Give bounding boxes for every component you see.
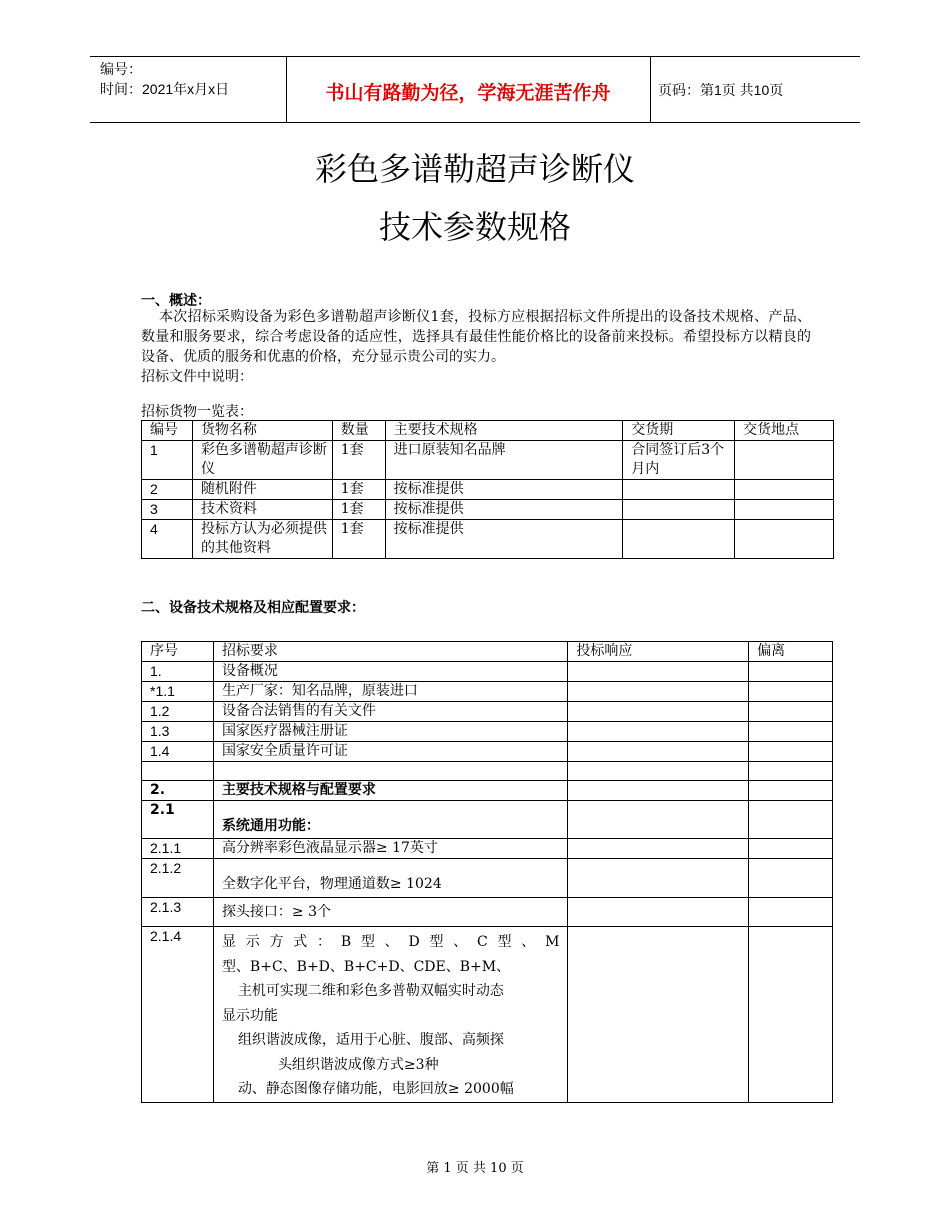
spec-cell-response (568, 702, 749, 722)
spec-cell-req: 探头接口：≥ 3个 (213, 898, 567, 927)
table-row (142, 762, 833, 781)
spec-header-cell: 偏离 (749, 642, 833, 662)
table-row (142, 441, 834, 480)
spec-cell-no: 1.2 (142, 702, 214, 722)
spec-cell-response (568, 682, 749, 702)
table-row (142, 500, 834, 520)
spec-cell-no: 1. (142, 662, 214, 682)
spec-cell-req: 设备合法销售的有关文件 (213, 702, 567, 722)
table-row (142, 742, 833, 762)
spec-cell-no: 2.1.1 (142, 839, 214, 859)
spec-cell-response (568, 839, 749, 859)
goods-header-cell: 货物名称 (192, 421, 332, 441)
req-line: 动、静态图像存储功能，电影回放≥ 2000幅 (237, 1081, 514, 1097)
spec-cell-req: 设备概况 (213, 662, 567, 682)
document-title-line1: 彩色多谱勒超声诊断仪 (314, 150, 635, 188)
spec-cell-no: *1.1 (142, 682, 214, 702)
spec-cell-req (213, 762, 567, 781)
spec-cell-deviation (749, 781, 833, 801)
spec-cell-response (568, 662, 749, 682)
spec-cell-response (568, 898, 749, 927)
spec-cell-deviation (749, 762, 833, 781)
goods-header-cell: 交货期 (623, 421, 735, 441)
goods-cell-qty: 1套 (332, 520, 385, 559)
spec-header-cell: 投标响应 (568, 642, 749, 662)
document-time-label: 时间：2021年x月x日 (100, 81, 230, 97)
goods-cell-qty: 1套 (332, 441, 385, 480)
goods-cell-delivery (623, 500, 735, 520)
goods-cell-name: 技术资料 (192, 500, 332, 520)
goods-cell-delivery (623, 480, 735, 500)
goods-cell-location (735, 500, 834, 520)
goods-cell-name: 投标方认为必须提供的其他资料 (192, 520, 332, 559)
spec-cell-deviation (749, 801, 833, 839)
spec-cell-req: 全数字化平台，物理通道数≥ 1024 (213, 859, 567, 898)
goods-cell-qty: 1套 (332, 500, 385, 520)
spec-cell-response (568, 801, 749, 839)
goods-cell-location (735, 520, 834, 559)
table-row (142, 702, 833, 722)
req-line: 头组织谐波成像方式≥3种 (277, 1056, 439, 1073)
spec-cell-response (568, 762, 749, 781)
spec-cell-req-multiline (213, 927, 567, 1103)
spec-cell-no: 2. (142, 781, 214, 801)
req-line: 型、B+C、B+D、B+C+D、CDE、B+M、 (221, 958, 511, 975)
spec-cell-deviation (749, 839, 833, 859)
goods-cell-no: 4 (142, 520, 193, 559)
overview-note: 招标文件中说明： (141, 369, 253, 385)
spec-cell-req: 主要技术规格与配置要求 (213, 781, 567, 801)
table-row (142, 927, 833, 1103)
spec-cell-no: 2.1.2 (142, 859, 214, 898)
spec-cell-req: 生产厂家：知名品牌，原装进口 (213, 682, 567, 702)
table-row (142, 480, 834, 500)
req-line: 显示功能 (221, 1007, 278, 1024)
goods-cell-delivery: 合同签订后3个月内 (623, 441, 735, 480)
spec-cell-response (568, 927, 749, 1103)
spec-table-header (142, 642, 833, 662)
goods-header-cell: 数量 (332, 421, 385, 441)
spec-header-cell: 序号 (142, 642, 214, 662)
goods-cell-name: 彩色多谱勒超声诊断仪 (192, 441, 332, 480)
goods-cell-no: 2 (142, 480, 193, 500)
goods-cell-spec: 按标准提供 (385, 480, 623, 500)
table-row (142, 839, 833, 859)
table-row (142, 682, 833, 702)
spec-cell-no (142, 762, 214, 781)
spec-cell-response (568, 859, 749, 898)
spec-cell-no: 2.1 (142, 801, 214, 839)
header-meta (100, 59, 229, 99)
spec-cell-deviation (749, 927, 833, 1103)
spec-cell-deviation (749, 859, 833, 898)
req-line: 显示方式：B型、D型、C型、M (221, 934, 560, 950)
spec-cell-no: 2.1.3 (142, 898, 214, 927)
header-page-info: 页码：第1页 共10页 (658, 82, 784, 98)
header-motto: 书山有路勤为径，学海无涯苦作舟 (325, 82, 611, 104)
spec-cell-req: 国家安全质量许可证 (213, 742, 567, 762)
document-number-label: 编号： (100, 61, 142, 77)
spec-cell-deviation (749, 662, 833, 682)
table-row (142, 801, 833, 839)
spec-cell-no: 1.4 (142, 742, 214, 762)
req-line: 主机可实现二维和彩色多普勒双幅实时动态 (237, 983, 504, 999)
spec-header-cell: 招标要求 (213, 642, 567, 662)
document-title-line2: 技术参数规格 (378, 208, 571, 246)
spec-cell-response (568, 722, 749, 742)
goods-cell-location (735, 480, 834, 500)
spec-cell-no: 1.3 (142, 722, 214, 742)
spec-section-heading: 二、设备技术规格及相应配置要求： (141, 600, 365, 616)
req-line: 组织谐波成像，适用于心脏、腹部、高频探 (237, 1032, 504, 1048)
spec-cell-deviation (749, 742, 833, 762)
goods-cell-delivery (623, 520, 735, 559)
goods-cell-no: 1 (142, 441, 193, 480)
table-row (142, 781, 833, 801)
overview-text: 本次招标采购设备为彩色多谱勒超声诊断仪1套，投标方应根据招标文件所提出的设备技术规格、产品、数量和服务要求，综合考虑设备的适应性，选择具有最佳性能价格比的设备前来投标。希望投标方以精良的设备、优质的服务和优惠的价格，充分显示贵公司的实力。 (141, 309, 811, 365)
spec-cell-req: 系统通用功能： (213, 801, 567, 839)
overview-paragraph (141, 307, 811, 387)
table-row (142, 520, 834, 559)
goods-cell-qty: 1套 (332, 480, 385, 500)
goods-cell-location (735, 441, 834, 480)
spec-cell-deviation (749, 722, 833, 742)
table-row (142, 722, 833, 742)
spec-table (141, 641, 833, 1103)
goods-table-caption: 招标货物一览表： (141, 404, 253, 420)
spec-cell-deviation (749, 682, 833, 702)
goods-cell-name: 随机附件 (192, 480, 332, 500)
goods-cell-spec: 按标准提供 (385, 520, 623, 559)
spec-cell-deviation (749, 898, 833, 927)
overview-heading: 一、概述： (141, 293, 211, 309)
goods-table-header (142, 421, 834, 441)
goods-header-cell: 编号 (142, 421, 193, 441)
spec-cell-response (568, 742, 749, 762)
spec-cell-response (568, 781, 749, 801)
goods-table (141, 420, 834, 559)
table-row (142, 859, 833, 898)
goods-cell-no: 3 (142, 500, 193, 520)
spec-cell-req: 国家医疗器械注册证 (213, 722, 567, 742)
spec-cell-req: 高分辨率彩色液晶显示器≥ 17英寸 (213, 839, 567, 859)
table-row (142, 662, 833, 682)
goods-cell-spec: 进口原装知名品牌 (385, 441, 623, 480)
goods-header-cell: 交货地点 (735, 421, 834, 441)
goods-header-cell: 主要技术规格 (385, 421, 623, 441)
page-footer: 第 1 页 共 10 页 (426, 1161, 524, 1176)
spec-cell-no: 2.1.4 (142, 927, 214, 1103)
goods-cell-spec: 按标准提供 (385, 500, 623, 520)
table-row (142, 898, 833, 927)
spec-cell-deviation (749, 702, 833, 722)
